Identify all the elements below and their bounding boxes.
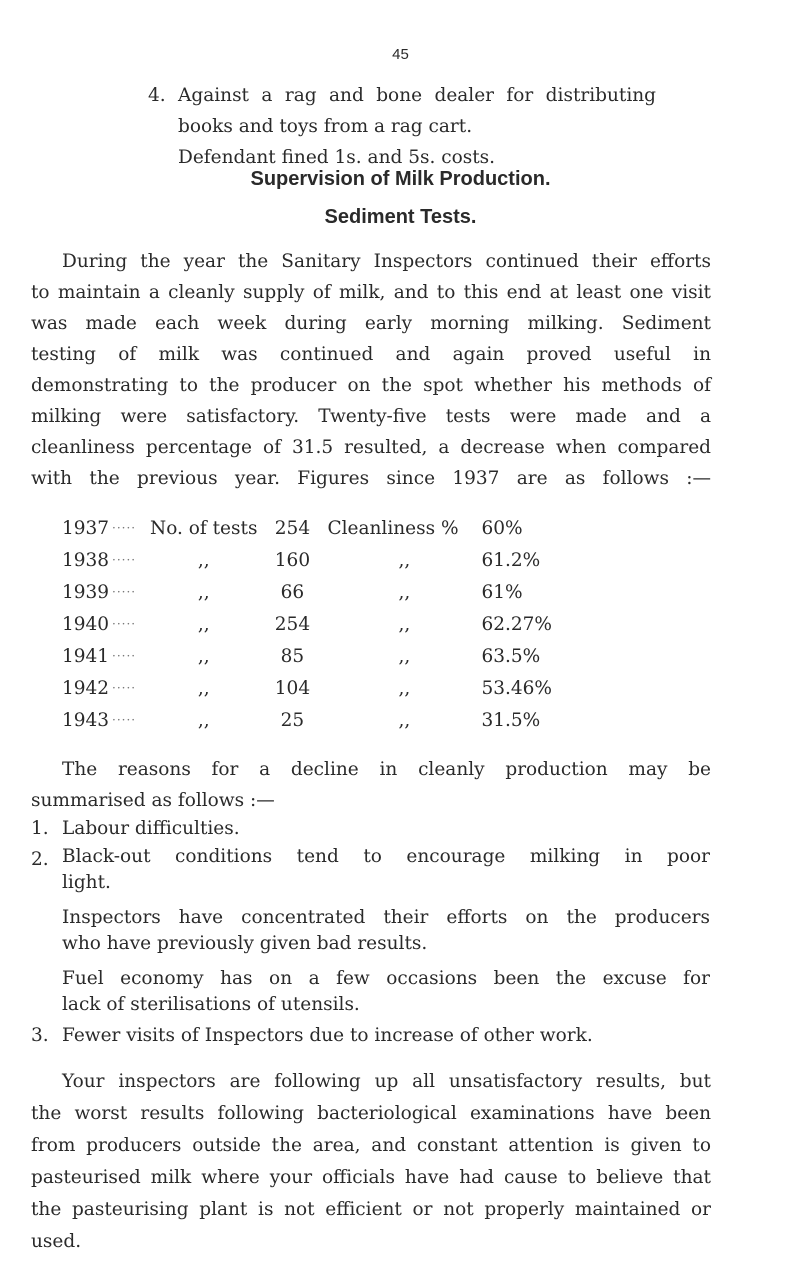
case-item-line: Defendant fined 1s. and 5s. costs. — [178, 147, 496, 168]
table-row — [62, 608, 576, 640]
cleanliness-value-cell: 62.27% — [481, 613, 552, 635]
ditto-mark: ,, — [398, 549, 411, 571]
case-item-number: 4. — [148, 85, 166, 106]
leader-dots: ····· — [112, 649, 137, 663]
paragraph-line: the pasteurising plant is not efficient or not properly maintained or — [31, 1199, 711, 1220]
ditto-mark: ,, — [197, 613, 210, 635]
cleanliness-value-cell: 31.5% — [481, 709, 541, 731]
ditto-mark: ,, — [398, 645, 411, 667]
leader-dots: ····· — [112, 521, 137, 535]
ditto-mark: ,, — [398, 613, 411, 635]
cleanliness-value-cell: 60% — [481, 517, 523, 539]
cleanliness-value-cell: 63.5% — [481, 645, 541, 667]
ditto-mark: ,, — [197, 677, 210, 699]
table-row — [62, 672, 576, 704]
ditto-mark: ,, — [197, 645, 210, 667]
year-cell: 1939 — [62, 581, 110, 603]
paragraph-line: During the year the Sanitary Inspectors continued their efforts — [62, 251, 711, 272]
paragraph-line: milking were satisfactory. Twenty-five tests were made and a — [31, 406, 711, 427]
year-cell: 1942 — [62, 677, 110, 699]
year-cell: 1940 — [62, 613, 110, 635]
tests-count-cell: 25 — [280, 709, 305, 731]
leader-dots: ····· — [112, 617, 137, 631]
ditto-mark: ,, — [398, 709, 411, 731]
paragraph-line: testing of milk was continued and again proved useful in — [31, 344, 711, 365]
year-cell: 1938 — [62, 549, 110, 571]
table-row — [62, 640, 576, 672]
year-cell: 1937 — [62, 517, 110, 539]
paragraph-line: to maintain a cleanly supply of milk, and to this end at least one visit — [31, 282, 711, 303]
reason-3-text: Fewer visits of Inspectors due to increase of other work. — [62, 1025, 593, 1046]
year-cell: 1943 — [62, 709, 110, 731]
case-item-text — [178, 80, 656, 173]
tests-count-cell: 254 — [274, 613, 311, 635]
tests-count-cell: 160 — [274, 549, 311, 571]
tests-count-cell: 254 — [274, 517, 311, 539]
ditto-mark: ,, — [197, 581, 210, 603]
reasons-intro — [31, 754, 711, 816]
paragraph-line: The reasons for a decline in cleanly production may be — [62, 759, 711, 780]
paragraph-line: demonstrating to the producer on the spot whether his methods of — [31, 375, 711, 396]
table-row — [62, 512, 576, 544]
reason-line: Inspectors have concentrated their efforts on the producers — [62, 907, 710, 928]
case-item-line: books and toys from a rag cart. — [178, 116, 473, 137]
paragraph-sediment-tests — [31, 246, 711, 494]
leader-dots: ····· — [112, 681, 137, 695]
ditto-mark: ,, — [197, 549, 210, 571]
leader-dots: ····· — [112, 553, 137, 567]
tests-count-cell: 104 — [274, 677, 311, 699]
reason-2-number: 2. — [31, 849, 49, 870]
reason-1-number: 1. — [31, 818, 49, 839]
year-cell: 1941 — [62, 645, 110, 667]
cleanliness-value-cell: 53.46% — [481, 677, 552, 699]
tests-count-cell: 85 — [280, 645, 305, 667]
reason-line: light. — [62, 872, 111, 893]
page-number: 45 — [392, 46, 409, 63]
section-heading: Supervision of Milk Production. — [250, 168, 551, 190]
paragraph-line: with the previous year. Figures since 1937 are as follows :— — [31, 468, 711, 489]
milk-cleanliness-table — [62, 512, 576, 736]
leader-dots: ····· — [112, 585, 137, 599]
paragraph-line: the worst results following bacteriological examinations have been — [31, 1103, 711, 1124]
reason-1-text: Labour difficulties. — [62, 818, 240, 839]
paragraph-line: was made each week during early morning milking. Sediment — [31, 313, 711, 334]
tests-label: No. of tests — [150, 517, 258, 539]
reason-line: who have previously given bad results. — [62, 933, 428, 954]
ditto-mark: ,, — [398, 677, 411, 699]
reason-line: Black-out conditions tend to encourage milking in poor — [62, 846, 710, 867]
ditto-mark: ,, — [197, 709, 210, 731]
cleanliness-label: Cleanliness % — [327, 517, 459, 539]
case-item-line: Against a rag and bone dealer for distributing — [178, 85, 656, 106]
paragraph-line: Your inspectors are following up all unsatisfactory results, but — [62, 1071, 711, 1092]
ditto-mark: ,, — [398, 581, 411, 603]
cleanliness-value-cell: 61.2% — [481, 549, 541, 571]
paragraph-line: pasteurised milk where your officials have had cause to believe that — [31, 1167, 711, 1188]
paragraph-line: cleanliness percentage of 31.5 resulted, a decrease when compared — [31, 437, 711, 458]
leader-dots: ····· — [112, 713, 137, 727]
paragraph-line: used. — [31, 1231, 82, 1252]
cleanliness-value-cell: 61% — [481, 581, 523, 603]
table-row — [62, 544, 576, 576]
paragraph-line: summarised as follows :— — [31, 790, 275, 811]
reason-3-number: 3. — [31, 1025, 49, 1046]
reason-line: lack of sterilisations of utensils. — [62, 994, 360, 1015]
table-row — [62, 704, 576, 736]
section-subheading: Sediment Tests. — [324, 206, 477, 228]
tests-count-cell: 66 — [280, 581, 305, 603]
reason-line: Fuel economy has on a few occasions been the excuse for — [62, 968, 710, 989]
paragraph-line: from producers outside the area, and constant attention is given to — [31, 1135, 711, 1156]
closing-paragraph — [31, 1066, 711, 1258]
table-row — [62, 576, 576, 608]
reason-2-block — [62, 844, 710, 1018]
